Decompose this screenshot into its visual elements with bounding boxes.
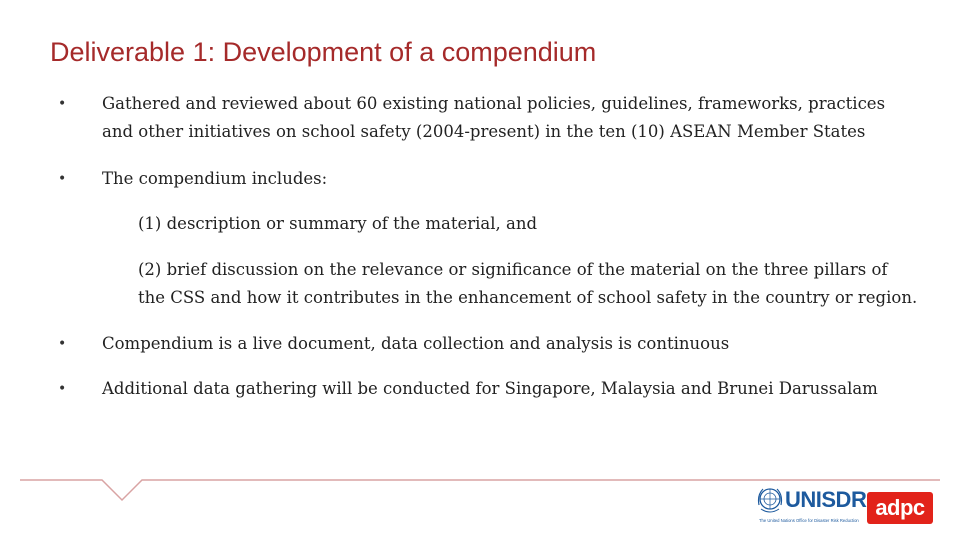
bullet-line: and other initiatives on school safety (2004-present) in the ten (10) ASEAN Member States <box>102 122 866 141</box>
footer-logos <box>755 485 935 530</box>
bullet-item <box>102 90 917 146</box>
sub-item: (1) description or summary of the material, and <box>138 214 538 233</box>
bullet-item: Additional data gathering will be conducted for Singapore, Malaysia and Brunei Darussalam <box>102 379 878 398</box>
bullet-marker: • <box>58 171 67 187</box>
bullet-item: The compendium includes: <box>102 169 328 188</box>
bullet-marker: • <box>58 381 67 397</box>
bullet-item: Compendium is a live document, data collection and analysis is continuous <box>102 334 730 353</box>
sub-item-line: the CSS and how it contributes in the enhancement of school safety in the country or region. <box>138 288 918 307</box>
sub-item-line: (2) brief discussion on the relevance or significance of the material on the three pillars of <box>138 260 888 279</box>
adpc-logo: adpc <box>867 492 933 524</box>
bullet-line: Gathered and reviewed about 60 existing national policies, guidelines, frameworks, practices <box>102 94 886 113</box>
slide-title: Deliverable 1: Development of a compendium <box>50 37 597 67</box>
unisdr-tagline: The United Nations Office for Disaster Risk Reduction <box>759 518 859 523</box>
unisdr-logo-text: UNISDR <box>785 487 867 512</box>
un-emblem-icon <box>755 485 785 517</box>
sub-item <box>138 256 928 312</box>
bullet-marker: • <box>58 336 67 352</box>
bullet-marker: • <box>58 96 67 112</box>
